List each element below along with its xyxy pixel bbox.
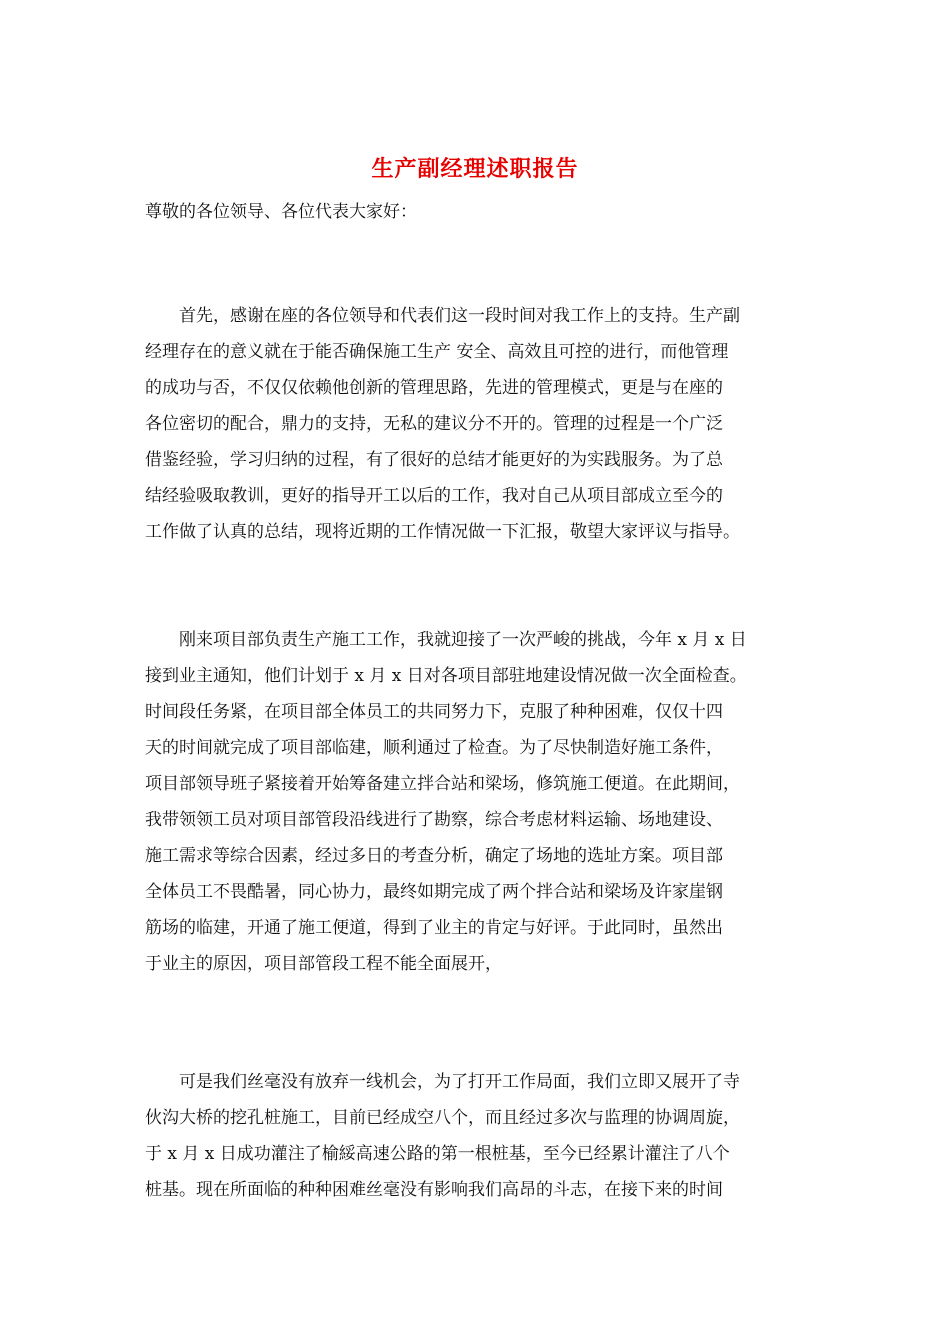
document-title: 生产副经理述职报告 <box>371 156 579 182</box>
greeting-line: 尊敬的各位领导、各位代表大家好： <box>145 202 417 222</box>
paragraph-2 <box>145 622 807 982</box>
paragraph-line: 全体员工不畏酷暑，同心协力，最终如期完成了两个拌合站和梁场及许家崖钢 <box>145 882 723 902</box>
paragraph-line: 各位密切的配合，鼎力的支持，无私的建议分不开的。管理的过程是一个广泛 <box>145 414 723 434</box>
paragraph-line: 于 x 月 x 日成功灌注了榆綏高速公路的第一根桩基，至今已经累计灌注了八个 <box>145 1144 730 1164</box>
paragraph-line: 时间段任务紧，在项目部全体员工的共同努力下，克服了种种困难，仅仅十四 <box>145 702 723 722</box>
paragraph-line: 借鉴经验，学习归纳的过程，有了很好的总结才能更好的为实践服务。为了总 <box>145 450 723 470</box>
paragraph-line: 首先，感谢在座的各位领导和代表们这一段时间对我工作上的支持。生产副 <box>179 306 740 326</box>
paragraph-3 <box>145 1064 807 1208</box>
paragraph-line: 项目部领导班子紧接着开始筹备建立拌合站和梁场，修筑施工便道。在此期间， <box>145 774 740 794</box>
paragraph-line: 天的时间就完成了项目部临建，顺利通过了检查。为了尽快制造好施工条件， <box>145 738 723 758</box>
paragraph-line: 桩基。现在所面临的种种困难丝毫没有影响我们高昂的斗志，在接下来的时间 <box>145 1180 723 1200</box>
paragraph-line: 伙沟大桥的挖孔桩施工，目前已经成空八个，而且经过多次与监理的协调周旋， <box>145 1108 740 1128</box>
paragraph-1 <box>145 298 807 550</box>
paragraph-line: 工作做了认真的总结，现将近期的工作情况做一下汇报，敬望大家评议与指导。 <box>145 522 740 542</box>
paragraph-line: 的成功与否，不仅仅依赖他创新的管理思路，先进的管理模式，更是与在座的 <box>145 378 723 398</box>
paragraph-line: 接到业主通知，他们计划于 x 月 x 日对各项目部驻地建设情况做一次全面检查。 <box>145 666 747 686</box>
paragraph-line: 筋场的临建，开通了施工便道，得到了业主的肯定与好评。于此同时，虽然出 <box>145 918 723 938</box>
paragraph-line: 于业主的原因，项目部管段工程不能全面展开， <box>145 954 502 974</box>
paragraph-line: 施工需求等综合因素，经过多日的考查分析，确定了场地的选址方案。项目部 <box>145 846 723 866</box>
paragraph-line: 刚来项目部负责生产施工工作，我就迎接了一次严峻的挑战，今年 x 月 x 日 <box>179 630 747 650</box>
paragraph-line: 经理存在的意义就在于能否确保施工生产 安全、高效且可控的进行，而他管理 <box>145 342 729 362</box>
paragraph-line: 可是我们丝毫没有放弃一线机会，为了打开工作局面，我们立即又展开了寺 <box>179 1072 740 1092</box>
paragraph-line: 我带领领工员对项目部管段沿线进行了勘察，综合考虑材料运输、场地建设、 <box>145 810 723 830</box>
paragraph-line: 结经验吸取教训，更好的指导开工以后的工作，我对自己从项目部成立至今的 <box>145 486 723 506</box>
